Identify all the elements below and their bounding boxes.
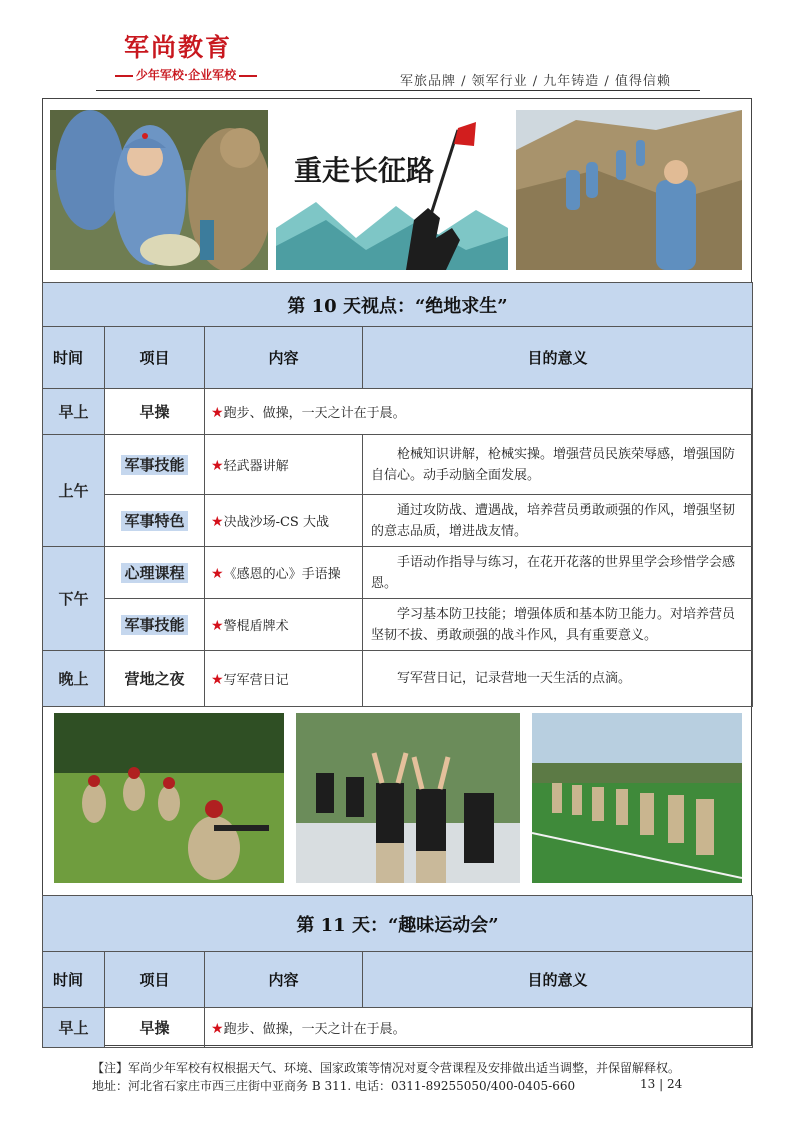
day11-title: 第 11 天：“趣味运动会” (43, 896, 753, 952)
header-project: 项目 (105, 952, 205, 1008)
time-cell: 早上 (43, 389, 105, 435)
content-cell (205, 435, 363, 495)
project-cell (105, 547, 205, 599)
content-cell (205, 389, 753, 435)
time-cell: 下午 (43, 547, 105, 651)
star-icon: ★ (211, 405, 224, 421)
project-text: 军事特色 (121, 511, 187, 531)
content-cell (205, 599, 363, 651)
photo-baton-shield-drill (532, 713, 742, 883)
header-meaning: 目的意义 (363, 952, 753, 1008)
project-cell: 早操 (105, 1008, 205, 1048)
footer-note: 【注】军尚少年军校有权根据天气、环境、国家政策等情况对夏令营课程及安排做出适当调整，并保留解释权。 (92, 1061, 681, 1075)
content-text: 跑步、做操，一天之计在于晨。 (223, 1022, 406, 1037)
content-text: 轻武器讲解 (223, 459, 289, 474)
table-row (43, 495, 753, 547)
header-project: 项目 (105, 327, 205, 389)
photo-kids-red-army-uniform (50, 110, 268, 270)
table-row (43, 389, 753, 435)
project-cell: 早操 (105, 389, 205, 435)
project-text: 心理课程 (121, 563, 187, 583)
content-text: 写军营日记 (223, 673, 289, 688)
banner-title: 重走长征路 (294, 154, 435, 187)
content-text: 决战沙场-CS 大战 (223, 515, 329, 530)
photo-cs-combat-training (54, 713, 284, 883)
star-icon: ★ (211, 618, 224, 634)
table-row (43, 547, 753, 599)
table-row (43, 599, 753, 651)
table-row (43, 435, 753, 495)
logo-subtitle-text: 少年军校·企业军校 (135, 68, 237, 82)
content-cell (205, 495, 363, 547)
day11-schedule-table (42, 895, 753, 1048)
content-cell (205, 651, 363, 707)
logo-dash-left (115, 75, 133, 77)
star-icon: ★ (211, 1021, 224, 1037)
star-icon: ★ (211, 566, 224, 582)
time-cell: 上午 (43, 435, 105, 547)
logo-dash-right (239, 75, 257, 77)
project-text: 军事技能 (121, 615, 187, 635)
star-icon: ★ (211, 672, 224, 688)
photo-long-march-banner (276, 110, 508, 270)
content-text: 《感恩的心》手语操 (223, 567, 341, 582)
logo-subtitle (96, 66, 276, 83)
meaning-cell: 通过攻防战、遭遇战，培养营员勇敢顽强的作风，增强坚韧的意志品质，增进战友情。 (363, 495, 753, 547)
star-icon: ★ (211, 514, 224, 530)
meaning-cell: 手语动作指导与练习，在花开花落的世界里学会珍惜学会感恩。 (363, 547, 753, 599)
meaning-cell: 学习基本防卫技能；增强体质和基本防卫能力。对培养营员坚韧不拔、勇敢顽强的战斗作风，具有重要意义。 (363, 599, 753, 651)
page-number: 13 | 24 (640, 1077, 683, 1091)
header-meaning: 目的意义 (363, 327, 753, 389)
table-row (43, 1008, 753, 1048)
photo-sign-language-dance (296, 713, 520, 883)
header-divider (96, 90, 700, 91)
header-time: 时间 (43, 327, 105, 389)
project-cell: 营地之夜 (105, 651, 205, 707)
project-cell (105, 435, 205, 495)
time-cell: 早上 (43, 1008, 105, 1048)
day10-title: 第 10 天视点：“绝地求生” (43, 283, 753, 327)
content-cell (205, 547, 363, 599)
time-cell: 晚上 (43, 651, 105, 707)
header-slogan: 军旅品牌 / 领军行业 / 九年铸造 / 值得信赖 (400, 74, 671, 89)
page-header (0, 0, 800, 92)
content-text: 警棍盾牌术 (223, 619, 289, 634)
content-text: 跑步、做操，一天之计在于晨。 (223, 406, 406, 421)
star-icon: ★ (211, 458, 224, 474)
header-time: 时间 (43, 952, 105, 1008)
logo-title: 军尚教育 (124, 33, 233, 62)
content-cell (205, 1008, 753, 1048)
header-content: 内容 (205, 327, 363, 389)
photo-hill-march (516, 110, 742, 270)
header-content: 内容 (205, 952, 363, 1008)
meaning-cell: 枪械知识讲解，枪械实操。增强营员民族荣辱感，增强国防自信心。动手动脑全面发展。 (363, 435, 753, 495)
table-row (43, 651, 753, 707)
meaning-cell: 写军营日记，记录营地一天生活的点滴。 (363, 651, 753, 707)
project-cell (105, 599, 205, 651)
project-text: 军事技能 (121, 455, 187, 475)
day10-schedule-table (42, 282, 753, 707)
project-cell (105, 495, 205, 547)
footer-address: 地址：河北省石家庄市西三庄街中亚商务 B 311. 电话：0311-89255050/400-0405-660 (92, 1079, 576, 1093)
